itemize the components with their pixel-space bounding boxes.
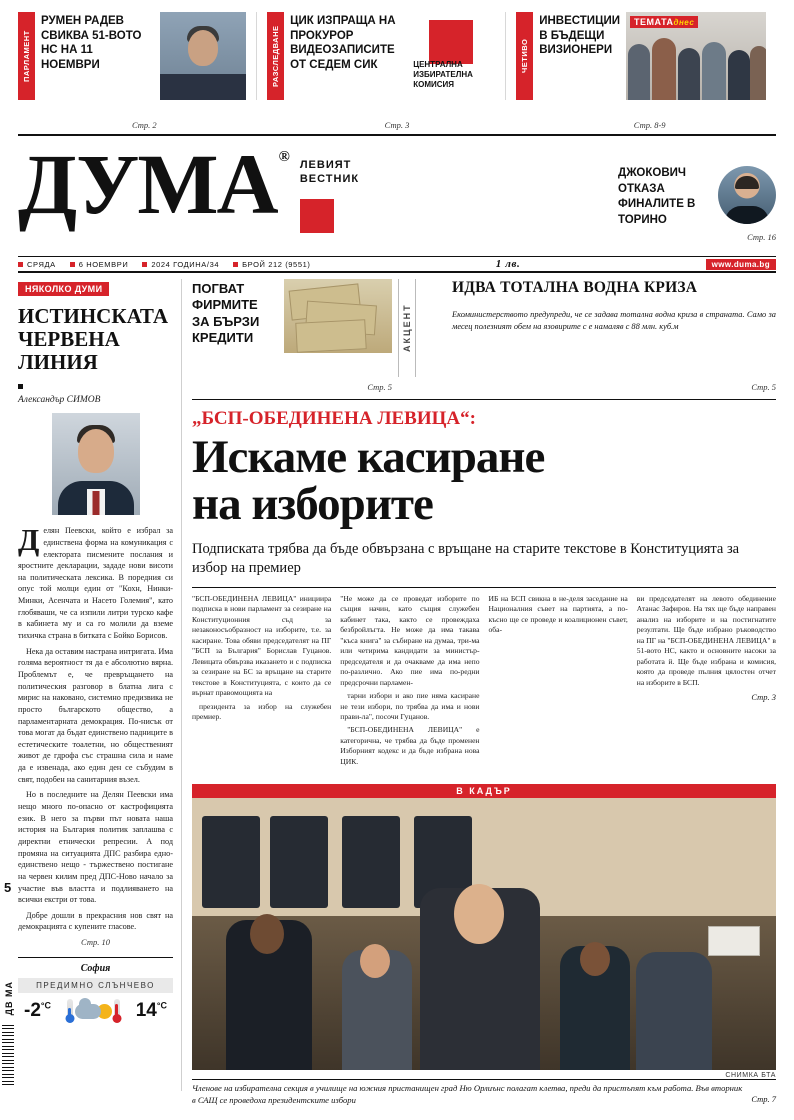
promo-credit-kicker: ПОГВАТ ФИРМИТЕ ЗА БЪРЗИ КРЕДИТИ: [192, 281, 260, 345]
lead-c4-p1: ви председателят на левото обединение Атанас Зафиров. На тях ще бъде направен анализ на изборите и на постигнатите резултати. Ще бъде избрано ръководство на ПГ на "БСП-ОБЕДИНЕНА ЛЕВИЦА" в 51-вото НС, както и основните насоки за работата й. Ще бъде избрана и комисия, която да проведе пълния цялостен отчет на изборите в БСП.: [636, 593, 776, 687]
lead-headline-line-1: Искаме касиране: [192, 431, 545, 483]
dateline-issue: БРОЙ 212 (9551): [242, 259, 311, 269]
teaser-tag-investigation: РАЗСЛЕДВАНЕ: [267, 12, 284, 100]
bullet-icon: [233, 262, 238, 267]
weather-description: ПРЕДИМНО СЛЪНЧЕВО: [18, 978, 173, 993]
teaser-ref-1: Стр. 2: [131, 120, 157, 130]
red-square-mark-icon: [300, 199, 334, 233]
tagline-line-2: ВЕСТНИК: [299, 173, 360, 186]
sport-teaser-ref: Стр. 16: [747, 232, 776, 242]
teaser-parliament[interactable]: [18, 12, 256, 100]
masthead-tagline: [286, 140, 396, 233]
visionaries-group-photo: [626, 12, 766, 100]
cik-red-square-icon: [429, 20, 473, 64]
feature-photo-block: [192, 784, 776, 1106]
opinion-body: [18, 522, 173, 933]
opinion-column: [4, 279, 182, 1091]
teaser-investigation[interactable]: [256, 12, 505, 100]
teaser-text-investigation: ЦИК ИЗПРАЩА НА ПРОКУРОР ВИДЕОЗАПИСИТЕ ОТ СЕДЕМ СИК: [290, 15, 396, 72]
photo-section-label: В КАДЪР: [192, 784, 776, 798]
cover-price: 1 лв.: [495, 258, 521, 270]
lead-headline-line-2: на изборите: [192, 478, 433, 530]
bullet-icon: [70, 262, 75, 267]
lead-c1-p1: "БСП-ОБЕДИНЕНА ЛЕВИЦА" инициира подписка в нови парламент за сезиране на Конституционния съд за незаконосъобразност на изборите, т.е. за касиране. Това обяви председателят на ПГ "БСП за България" Борислав Гуцанов. Левицата обвързва иказането и с подписка за сезиране на БС за връщане на старите текстове в Конституцията, с които да се върнат правомощията на: [192, 593, 332, 698]
opinion-kicker: НЯКОЛКО ДУМИ: [18, 282, 109, 296]
dateline-weekday-item: [18, 260, 56, 269]
dateline-bar: [18, 256, 776, 273]
weather-low: $-2^{^\circ C}$: [24, 1000, 52, 1022]
polling-station-photo: [192, 798, 776, 1070]
teaser-page-refs: [0, 118, 794, 130]
lead-column-3: [489, 594, 628, 778]
divider-caption: [192, 1079, 776, 1080]
sport-teaser-text: ДЖОКОВИЧ ОТКАЗА ФИНАЛИТЕ В ТОРИНО: [618, 167, 696, 226]
photo-caption-ref: Стр. 7: [751, 1094, 776, 1105]
side-page-number: 5: [4, 880, 12, 895]
website-url[interactable]: www.duma.bg: [706, 259, 776, 270]
byline-bullet-icon: [18, 384, 23, 389]
teaser-ref-2: Стр. 3: [384, 120, 410, 130]
weather-icons: [67, 999, 120, 1023]
rumen-radev-portrait: [160, 12, 246, 100]
bullet-icon: [142, 262, 147, 267]
thermometer-cold-icon: [67, 999, 73, 1023]
teaser-text-parliament: РУМЕН РАДЕВ СВИКВА 51-ВОТО НС НА 11 НОЕМВРИ: [41, 15, 142, 72]
djokovic-portrait: [718, 166, 776, 224]
masthead-sport-teaser[interactable]: [618, 140, 776, 228]
photo-credit: СНИМКА БТА: [725, 1071, 776, 1079]
barcode-icon: [2, 1023, 14, 1085]
lead-page-ref: Стр. 3: [751, 692, 776, 703]
accent-label: АКЦЕНТ: [398, 279, 416, 377]
weather-box: [18, 957, 173, 1023]
lead-headline: [192, 431, 776, 530]
lead-c2-p1: "Не може да се проведат изборите по същия начин, като същия служебен кабинет така, както се провеждаха безбройлъгта. Не може да има такава "къса книга" за събиране на думаа, три-ма или четирима кандидати за министър-председателя и да очакваме да има непо по-различно. Ако пие има по-редни предсрочни парламен-: [340, 593, 480, 687]
lead-kicker: „БСП-ОБЕДИНЕНА ЛЕВИЦА“:: [192, 408, 476, 429]
opinion-page-ref: Стр. 10: [81, 937, 110, 948]
teaser-tag-parliament: ПАРЛАМЕНТ: [18, 12, 35, 100]
aleksandar-simov-portrait: [52, 413, 140, 515]
masthead: [0, 136, 794, 254]
teaser-tag-feature: ЧЕТИВО: [516, 12, 533, 100]
thermometer-hot-icon: [114, 999, 120, 1023]
side-vertical-label: ДВ МА: [4, 980, 14, 1015]
top-teaser-strip: [0, 0, 794, 118]
logo-text: ДУМА: [18, 136, 277, 232]
lead-column-1: [192, 594, 331, 778]
lead-column-2: [340, 594, 479, 778]
promo-water-ref: Стр. 5: [751, 382, 776, 392]
promo-credit-ref: Стр. 5: [367, 382, 392, 392]
teaser-ref-3: Стр. 8-9: [633, 120, 666, 130]
opinion-para-1: Делян Пеевски, който е избрал за единствена форма на комуникация с електората писмените послания и яростните декларации, зададе нови висоти на политическата лексика. В поредния си опус той молци един от "Кохн, Нинки-Минки, Асенчата и Насето Големия", като глобяваши, че са изпили литри турско кафе в кабинета му и са го молили да вземе тихичка страна в битката с Бойко Борисов.: [18, 522, 173, 641]
dateline-issue-item: [233, 260, 310, 269]
opinion-para-2: Нека да оставим настрана интригата. Има голяма вероятност тя да е абсолютно вярна. Проблемът е, че превръщането на политическия разговор в блатна лига с мирис на наковано, системно предизвика не просто българското общество, а парламентарната демокрация. По-нисък от това могат да бъдат единствено падниците в естетическите тоалетни, но общественият живот де гдрофа със страшна сила и наме да е извенада, ако един ден се събудим в свят, подобен на санитарния възел.: [18, 646, 173, 784]
opinion-para-4: Добре дошли в прекрасния нов свят на демокрацията с купените гласове.: [18, 910, 173, 932]
promo-water-headline: ИДВА ТОТАЛНА ВОДНА КРИЗА: [452, 279, 698, 296]
lead-column-4: [637, 594, 776, 778]
weather-temperatures: [18, 993, 173, 1023]
lead-c1-p2: президента за избор на служебен премиер.: [192, 701, 332, 721]
opinion-author: Александър СИМОВ: [18, 395, 101, 406]
cik-logo: [407, 12, 495, 100]
lead-body-columns: [192, 594, 776, 778]
dateline-year: 2024 ГОДИНА/34: [151, 259, 220, 269]
promo-water-text: Екоминистерството предупреди, че се задава тотална водна криза в страната. Само за месец полезният обем на язовирите с е намаляв с 88 млн. куб.м: [452, 310, 776, 332]
banknotes-photo: [284, 279, 392, 353]
cloud-icon: [75, 1004, 101, 1019]
right-column: [182, 279, 776, 1105]
dateline-weekday: СРЯДА: [27, 259, 56, 269]
weather-city: София: [80, 963, 111, 975]
cik-logo-text: ЦЕНТРАЛНА ИЗБИРАТЕЛНА КОМИСИЯ: [413, 60, 473, 89]
dateline-date: 6 НОЕМВРИ: [78, 259, 129, 269]
dateline-year-item: [142, 260, 219, 269]
promo-water-crisis[interactable]: [446, 279, 776, 377]
dateline-date-item: [70, 260, 129, 269]
divider-lead: [192, 399, 776, 400]
lead-c2-p2: тарни избори и ако пие няма касиране не тези избори, по трябва да има и нови прави-ла", посочи Гуцанов.: [340, 691, 480, 721]
photo-caption-row: [192, 1082, 776, 1106]
opinion-para-3: Но в последните на Делян Пеевски има нещо много по-опасно от кастрофицията език. В него за първи път новата наша история на България политик заплашва с директни етнически репресии. А под промяна на ситуацията ДПС разбира едно-единствено нещо - тържествено постигане на червен килим пред ДПС-Ново начало за участие във властта и подлияването на всички екстри от това.: [18, 790, 173, 905]
weather-high: $14^{^\circ C}$: [135, 1000, 167, 1022]
divider-subhead: [192, 587, 776, 588]
opinion-headline: ИСТИНСКАТА ЧЕРВЕНА ЛИНИЯ: [18, 304, 169, 375]
photo-sign: [708, 926, 760, 956]
teaser-text-feature: ИНВЕСТИЦИИ В БЪДЕЩИ ВИЗИОНЕРИ: [539, 15, 621, 57]
bullet-icon: [18, 262, 23, 267]
registered-mark-icon: ®: [278, 149, 288, 165]
promo-row: [192, 279, 776, 377]
newspaper-logo[interactable]: [18, 136, 288, 232]
lead-subhead: Подписката трябва да бъде обвързана с връщане на старите текстове в Конституцията за избор на премиер: [192, 541, 740, 577]
tagline-line-1: ЛЕВИЯТ: [299, 159, 352, 171]
tema-dnes-badge: ТЕМАТАднес: [630, 16, 698, 28]
teaser-feature[interactable]: [505, 12, 776, 100]
lead-c3-p1: ИБ на БСП свикна в не-деля заседание на Националния съвет на партията, а по-късно ще се проведе и коалиционен съвет, оба-: [488, 593, 628, 635]
lead-c2-p3: "БСП-ОБЕДИНЕНА ЛЕВИЦА" е категорична, че трябва да бъде променен Изборният кодекс и да бъде избрана нова ЦИК.: [340, 725, 480, 766]
photo-caption: Членове на избирателна секция в училище на южния пристанищен град Ню Орлиънс полагат клетва, преди да пристъпят към работа. Във вторник в САЩ се проведоха президентските избори: [192, 1082, 743, 1105]
promo-credit-firms[interactable]: [192, 279, 436, 377]
main-content: [0, 279, 794, 1105]
promo-page-refs: [192, 377, 776, 395]
